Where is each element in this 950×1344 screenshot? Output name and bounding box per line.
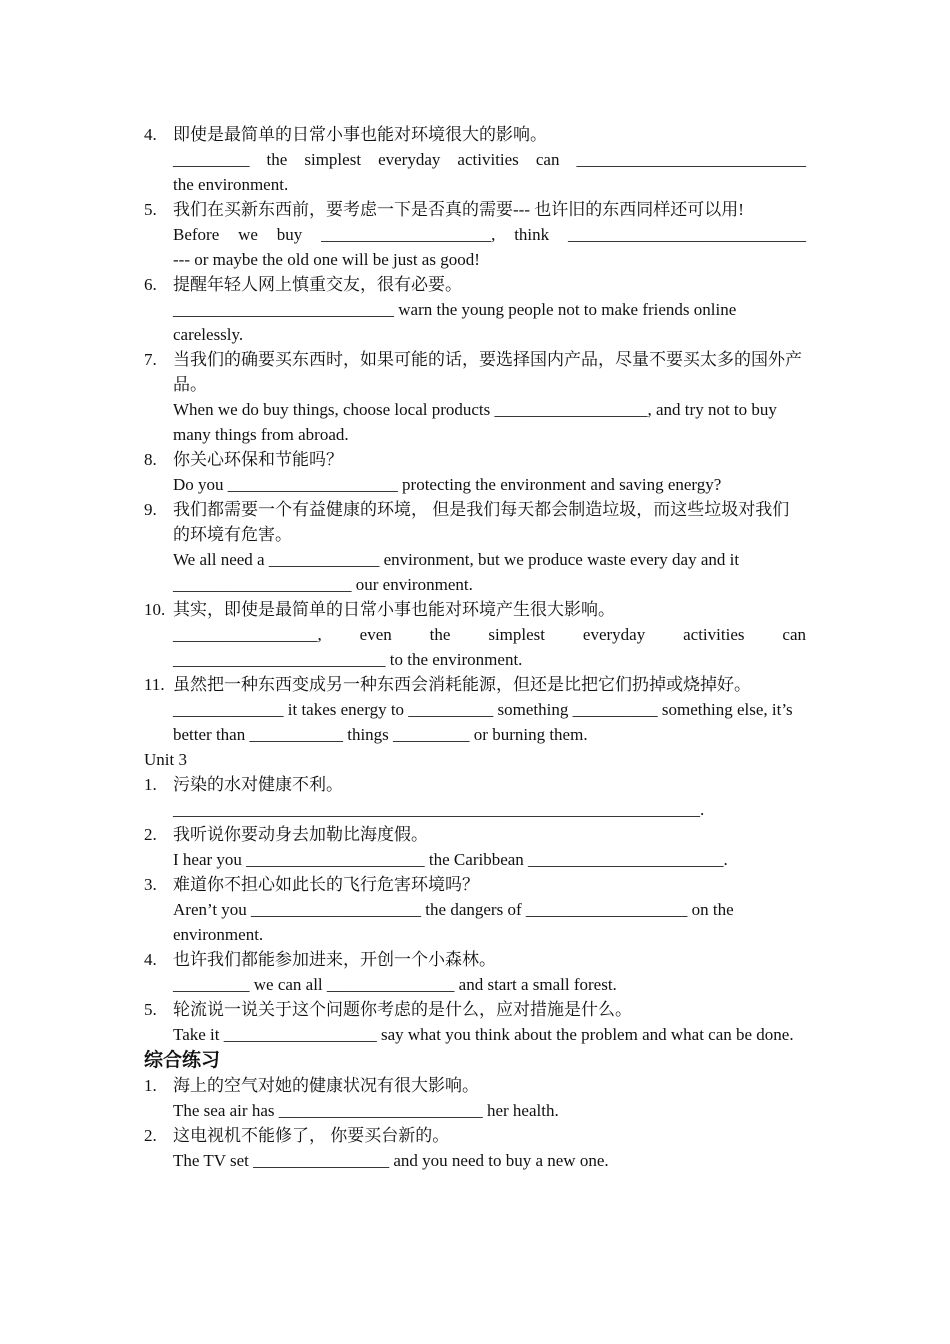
chinese-sentence: 你关心环保和节能吗？ <box>173 450 343 469</box>
exercise-item <box>0 822 806 872</box>
english-blank-sentence: _________________________ to the environment. <box>173 650 523 669</box>
english-blank-sentence: Aren’t you ____________________ the dangers of ___________________ on the environment. <box>173 900 734 944</box>
exercise-number: 2. <box>144 1126 157 1145</box>
chinese-sentence: 轮流说一说关于这个问题你考虑的是什么，应对措施是什么。 <box>173 1000 632 1019</box>
english-blank-sentence: _________ we can all _______________ and start a small forest. <box>173 975 617 994</box>
exercise-item <box>0 1123 806 1173</box>
chinese-sentence: 当我们的确要买东西时，如果可能的话，要选择国内产品，尽量不要买太多的国外产品。 <box>173 350 802 394</box>
exercise-item <box>0 197 806 272</box>
exercise-number: 4. <box>144 950 157 969</box>
exercise-number: 8. <box>144 450 157 469</box>
exercise-item <box>0 997 806 1047</box>
unit2-exercise-list <box>0 122 950 747</box>
document-content <box>0 122 950 1173</box>
chinese-sentence: 也许我们都能参加进来，开创一个小森林。 <box>173 950 496 969</box>
english-blank-sentence: When we do buy things, choose local products __________________, and try not to buy many things from abroad. <box>173 400 777 444</box>
exercise-item <box>0 772 806 822</box>
exercise-number: 5. <box>144 1000 157 1019</box>
exercise-item <box>0 347 806 447</box>
exercise-number: 9. <box>144 500 157 519</box>
exercise-item <box>0 272 806 347</box>
chinese-sentence: 即使是最简单的日常小事也能对环境很大的影响。 <box>173 125 547 144</box>
chinese-sentence: 其实，即使是最简单的日常小事也能对环境产生很大影响。 <box>173 600 615 619</box>
english-blank-sentence: The TV set ________________ and you need to buy a new one. <box>173 1151 609 1170</box>
unit3-heading: Unit 3 <box>144 750 187 769</box>
exercise-number: 7. <box>144 350 157 369</box>
chinese-sentence: 海上的空气对她的健康状况有很大影响。 <box>173 1076 479 1095</box>
exercise-number: 1. <box>144 775 157 794</box>
english-blank-sentence: --- or maybe the old one will be just as good! <box>173 250 480 269</box>
english-blank-sentence: _____________ it takes energy to __________ something __________ something else, it’s better than ___________ things _________ or burning them. <box>173 700 793 744</box>
chinese-sentence: 我们都需要一个有益健康的环境， 但是我们每天都会制造垃圾，而这些垃圾对我们的环境有危害。 <box>173 500 790 544</box>
english-blank-sentence: Take it __________________ say what you think about the problem and what can be done. <box>173 1025 794 1044</box>
exercise-item <box>0 672 806 747</box>
chinese-sentence: 污染的水对健康不利。 <box>173 775 343 794</box>
exercise-item <box>0 447 806 497</box>
english-blank-sentence: the environment. <box>173 175 289 194</box>
english-blank-sentence: I hear you _____________________ the Caribbean _______________________. <box>173 850 728 869</box>
exercise-number: 10. <box>144 600 166 619</box>
exercise-item <box>0 872 806 947</box>
exercise-number: 11. <box>144 675 165 694</box>
exercise-number: 5. <box>144 200 157 219</box>
chinese-sentence: 我们在买新东西前，要考虑一下是否真的需要--- 也许旧的东西同样还可以用! <box>173 200 744 219</box>
exercise-number: 4. <box>144 125 157 144</box>
exercise-number: 2. <box>144 825 157 844</box>
exercise-item <box>0 597 806 672</box>
exercise-number: 1. <box>144 1076 157 1095</box>
english-blank-sentence: _________________, even the simplest everyday activities can <box>173 625 806 644</box>
exercise-number: 3. <box>144 875 157 894</box>
english-blank-sentence: ______________________________________________________________. <box>173 800 705 819</box>
practice-heading: 综合练习 <box>144 1049 221 1071</box>
english-blank-sentence: We all need a _____________ environment, but we produce waste every day and it _____________________ our environment. <box>173 550 740 594</box>
exercise-number: 6. <box>144 275 157 294</box>
exercise-item <box>0 947 806 997</box>
english-blank-sentence: Do you ____________________ protecting the environment and saving energy? <box>173 475 722 494</box>
english-blank-sentence: __________________________ warn the young people not to make friends online carelessly. <box>173 300 737 344</box>
english-blank-sentence: The sea air has ________________________ her health. <box>173 1101 559 1120</box>
chinese-sentence: 提醒年轻人网上慎重交友，很有必要。 <box>173 275 462 294</box>
exercise-item <box>0 122 806 197</box>
exercise-item <box>0 1073 806 1123</box>
english-blank-sentence: _________ the simplest everyday activities can ___________________________ <box>173 150 806 169</box>
chinese-sentence: 我听说你要动身去加勒比海度假。 <box>173 825 428 844</box>
english-blank-sentence: Before we buy ____________________, think ____________________________ <box>173 225 806 244</box>
chinese-sentence: 虽然把一种东西变成另一种东西会消耗能源，但还是比把它们扔掉或烧掉好。 <box>173 675 751 694</box>
chinese-sentence: 这电视机不能修了， 你要买台新的。 <box>173 1126 450 1145</box>
chinese-sentence: 难道你不担心如此长的飞行危害环境吗？ <box>173 875 479 894</box>
exercise-item <box>0 497 806 597</box>
unit3-exercise-list <box>0 772 950 1047</box>
practice-exercise-list <box>0 1073 950 1173</box>
